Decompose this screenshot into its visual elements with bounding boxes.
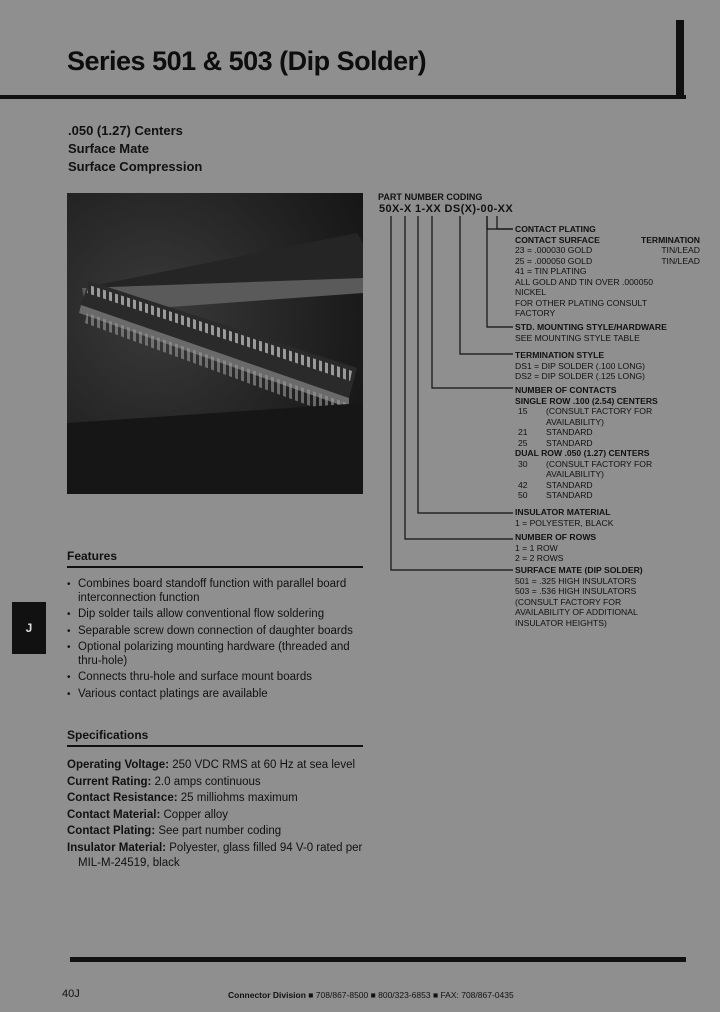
contact-option: 30 (CONSULT FACTORY FOR [518, 458, 653, 469]
bullet-icon: • [67, 609, 71, 620]
spec-item: Contact Resistance: 25 milliohms maximum [67, 792, 298, 804]
footer-contact: Connector Division ■ 708/867-8500 ■ 800/323-6853 ■ FAX: 708/867-0435 [228, 990, 514, 1000]
plating-row: 25 = .000050 GOLD TIN/LEAD [515, 255, 700, 266]
surface-mate-block [515, 565, 700, 628]
plating-line: FACTORY [515, 308, 556, 318]
features-heading: Features [67, 549, 118, 563]
surface-mate-title: SURFACE MATE (DIP SOLDER) [515, 565, 643, 575]
feature-item: • Combines board standoff function with parallel board interconnection function [67, 578, 347, 604]
plating-line: 41 = TIN PLATING [515, 266, 587, 276]
insulator-block [515, 507, 700, 528]
surface-mate-line: 503 = .536 HIGH INSULATORS [515, 586, 637, 596]
contact-plating-title: CONTACT PLATING [515, 224, 596, 234]
bottom-rule [70, 957, 686, 962]
bullet-icon: • [67, 579, 71, 590]
feature-item: • Optional polarizing mounting hardware (threaded and thru-hole) [67, 641, 350, 667]
contacts-block [515, 385, 700, 501]
mounting-title: STD. MOUNTING STYLE/HARDWARE [515, 322, 667, 332]
plating-line: NICKEL [515, 287, 547, 297]
contact-option: 21 STANDARD [518, 427, 593, 437]
termination-block [515, 350, 700, 382]
headline-line: Surface Compression [68, 159, 203, 174]
contacts-title: NUMBER OF CONTACTS [515, 385, 617, 395]
headline-line: .050 (1.27) Centers [68, 123, 183, 138]
surface-mate-line: INSULATOR HEIGHTS) [515, 617, 607, 628]
contact-option: 42 STANDARD [518, 479, 593, 490]
contact-option: 15 (CONSULT FACTORY FOR [518, 406, 653, 416]
spec-item: Insulator Material: Polyester, glass filled 94 V-0 rated per MIL-M-24519, black [67, 841, 363, 869]
specifications-heading: Specifications [67, 728, 149, 742]
dual-row-heading: DUAL ROW .050 (1.27) CENTERS [515, 448, 650, 458]
section-tab: J [12, 602, 46, 654]
surface-mate-line: (CONSULT FACTORY FOR [515, 596, 622, 607]
termination-title: TERMINATION STYLE [515, 350, 605, 360]
plating-row: 23 = .000030 GOLD TIN/LEAD [515, 245, 700, 255]
contact-option: 25 STANDARD [518, 437, 593, 448]
page-title: Series 501 & 503 (Dip Solder) [67, 46, 427, 76]
feature-item: • Dip solder tails allow conventional flow soldering [67, 608, 325, 620]
plating-line: FOR OTHER PLATING CONSULT [515, 297, 647, 308]
rows-line: 1 = 1 ROW [515, 542, 558, 553]
bullet-icon: • [67, 688, 71, 700]
feature-item: • Separable screw down connection of daughter boards [67, 624, 353, 637]
contact-plating-columns: CONTACT SURFACE TERMINATION [515, 234, 700, 245]
part-number-code: 50X-X 1-XX DS(X)-00-XX [379, 203, 514, 215]
termination-line: DS2 = DIP SOLDER (.125 LONG) [515, 371, 645, 381]
contact-option: AVAILABILITY) [546, 469, 604, 479]
insulator-line: 1 = POLYESTER, BLACK [515, 517, 614, 528]
surface-mate-line: 501 = .325 HIGH INSULATORS [515, 575, 637, 586]
part-number-heading: PART NUMBER CODING [378, 192, 483, 202]
contact-option: 50 STANDARD [518, 490, 593, 500]
rows-block [515, 532, 700, 564]
rows-title: NUMBER OF ROWS [515, 532, 597, 542]
spec-item: Current Rating: 2.0 amps continuous [67, 775, 261, 788]
headline-line: Surface Mate [68, 141, 149, 156]
feature-item: • Various contact platings are available [67, 687, 268, 700]
bullet-icon: • [67, 642, 71, 653]
mounting-line: SEE MOUNTING STYLE TABLE [515, 332, 640, 343]
insulator-title: INSULATOR MATERIAL [515, 507, 611, 517]
surface-mate-line: AVAILABILITY OF ADDITIONAL [515, 607, 638, 617]
plating-line: ALL GOLD AND TIN OVER .000050 [515, 276, 654, 287]
spec-item: Contact Material: Copper alloy [67, 808, 229, 821]
spec-item: Contact Plating: See part number coding [67, 825, 282, 837]
bullet-icon: • [67, 625, 71, 637]
single-row-heading: SINGLE ROW .100 (2.54) CENTERS [515, 395, 658, 406]
page-number: 40J [62, 988, 80, 1000]
contact-option: AVAILABILITY) [546, 416, 604, 427]
bullet-icon: • [67, 672, 71, 683]
contact-plating-block [515, 224, 700, 319]
spec-item: Operating Voltage: 250 VDC RMS at 60 Hz at sea level [67, 759, 356, 771]
rows-line: 2 = 2 ROWS [515, 553, 564, 563]
feature-item: • Connects thru-hole and surface mount boards [67, 671, 312, 683]
mounting-block [515, 322, 700, 343]
termination-line: DS1 = DIP SOLDER (.100 LONG) [515, 360, 645, 371]
